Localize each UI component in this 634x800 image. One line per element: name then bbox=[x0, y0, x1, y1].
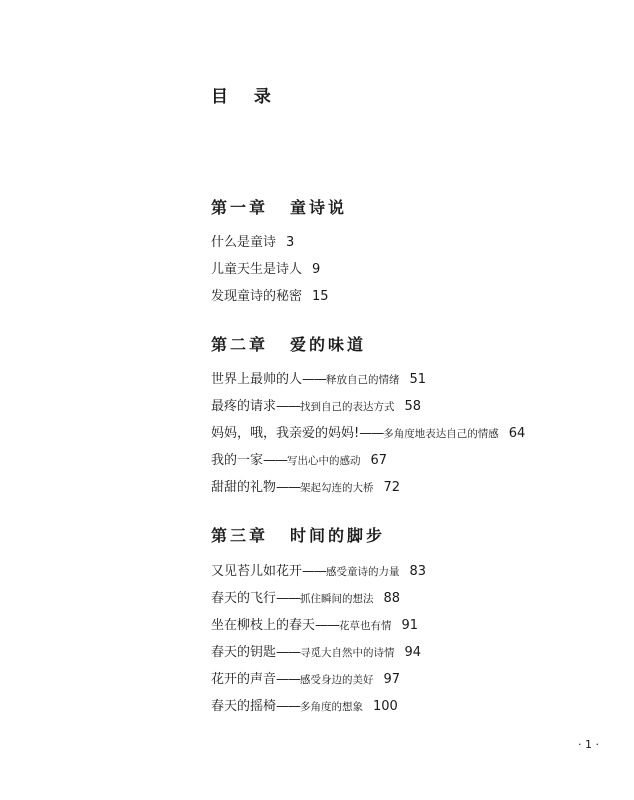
entry-page: 64 bbox=[508, 426, 526, 441]
toc-entry[interactable] bbox=[211, 564, 426, 580]
chapter-number: 第一章 bbox=[211, 198, 269, 217]
toc-entry[interactable] bbox=[211, 399, 421, 415]
entry-title: 坐在柳枝上的春天 bbox=[211, 618, 316, 633]
entry-page: 91 bbox=[401, 618, 419, 633]
toc-entry[interactable] bbox=[211, 699, 398, 715]
entry-page: 97 bbox=[383, 672, 401, 687]
entry-subtitle: 写出心中的感动 bbox=[287, 455, 361, 467]
entry-dash: —— bbox=[302, 372, 327, 387]
entry-subtitle: 架起勾连的大桥 bbox=[300, 482, 374, 494]
entry-page: 9 bbox=[312, 262, 321, 277]
entry-title: 春天的钥匙 bbox=[211, 645, 277, 660]
entry-subtitle: 多角度的想象 bbox=[300, 701, 364, 713]
entry-dash: —— bbox=[263, 453, 288, 468]
entry-title: 春天的摇椅 bbox=[211, 699, 277, 714]
entry-title: 又见苔儿如花开 bbox=[211, 564, 303, 579]
entry-subtitle: 抓住瞬间的想法 bbox=[300, 593, 374, 605]
entry-page: 100 bbox=[373, 699, 398, 714]
entry-subtitle: 花草也有情 bbox=[339, 620, 392, 632]
entry-page: 94 bbox=[404, 645, 422, 660]
toc-entry[interactable] bbox=[211, 235, 294, 251]
entry-page: 3 bbox=[286, 235, 295, 250]
toc-entry[interactable] bbox=[211, 262, 320, 278]
entry-title: 儿童天生是诗人 bbox=[211, 262, 303, 277]
toc-entry[interactable] bbox=[211, 289, 329, 305]
entry-title: 我的一家 bbox=[211, 453, 264, 468]
toc-entry[interactable] bbox=[211, 480, 400, 496]
toc-entry[interactable] bbox=[211, 453, 387, 469]
entry-page: 88 bbox=[383, 591, 401, 606]
entry-dash: —— bbox=[276, 399, 301, 414]
entry-dash: —— bbox=[359, 426, 384, 441]
chapter-name: 童诗说 bbox=[290, 198, 348, 217]
entry-title: 最疼的请求 bbox=[211, 399, 277, 414]
entry-page: 67 bbox=[370, 453, 388, 468]
entry-title: 发现童诗的秘密 bbox=[211, 289, 303, 304]
entry-subtitle: 找到自己的表达方式 bbox=[300, 401, 395, 413]
entry-dash: —— bbox=[276, 699, 301, 714]
entry-dash: —— bbox=[276, 480, 301, 495]
toc-entry[interactable] bbox=[211, 426, 525, 442]
chapter-heading bbox=[211, 332, 366, 355]
entry-dash: —— bbox=[315, 618, 340, 633]
entry-title: 什么是童诗 bbox=[211, 235, 277, 250]
entry-subtitle: 感受童诗的力量 bbox=[326, 566, 400, 578]
entry-dash: —— bbox=[302, 564, 327, 579]
entry-page: 51 bbox=[409, 372, 427, 387]
chapter-name: 爱的味道 bbox=[290, 335, 367, 354]
entry-title: 甜甜的礼物 bbox=[211, 480, 277, 495]
chapter-heading bbox=[211, 195, 347, 218]
entry-page: 72 bbox=[383, 480, 401, 495]
toc-entry[interactable] bbox=[211, 618, 418, 634]
toc-entry[interactable] bbox=[211, 372, 426, 388]
chapter-number: 第二章 bbox=[211, 335, 269, 354]
entry-title: 世界上最帅的人 bbox=[211, 372, 303, 387]
entry-dash: —— bbox=[276, 645, 301, 660]
entry-subtitle: 感受身边的美好 bbox=[300, 674, 374, 686]
entry-page: 83 bbox=[409, 564, 427, 579]
entry-dash: —— bbox=[276, 591, 301, 606]
entry-title: 妈妈，哦，我亲爱的妈妈! bbox=[211, 426, 360, 441]
toc-entry[interactable] bbox=[211, 672, 400, 688]
entry-subtitle: 释放自己的情绪 bbox=[326, 374, 400, 386]
page-number: · 1 · bbox=[578, 738, 599, 751]
chapter-number: 第三章 bbox=[211, 526, 269, 545]
chapter-name: 时间的脚步 bbox=[290, 526, 386, 545]
toc-entry[interactable] bbox=[211, 645, 421, 661]
entry-subtitle: 寻觅大自然中的诗情 bbox=[300, 647, 395, 659]
entry-dash: —— bbox=[276, 672, 301, 687]
toc-title: 目 录 bbox=[211, 87, 281, 107]
toc-entry[interactable] bbox=[211, 591, 400, 607]
chapter-heading bbox=[211, 523, 385, 546]
entry-subtitle: 多角度地表达自己的情感 bbox=[383, 428, 499, 440]
entry-title: 春天的飞行 bbox=[211, 591, 277, 606]
entry-page: 58 bbox=[404, 399, 422, 414]
entry-page: 15 bbox=[312, 289, 329, 304]
entry-title: 花开的声音 bbox=[211, 672, 277, 687]
